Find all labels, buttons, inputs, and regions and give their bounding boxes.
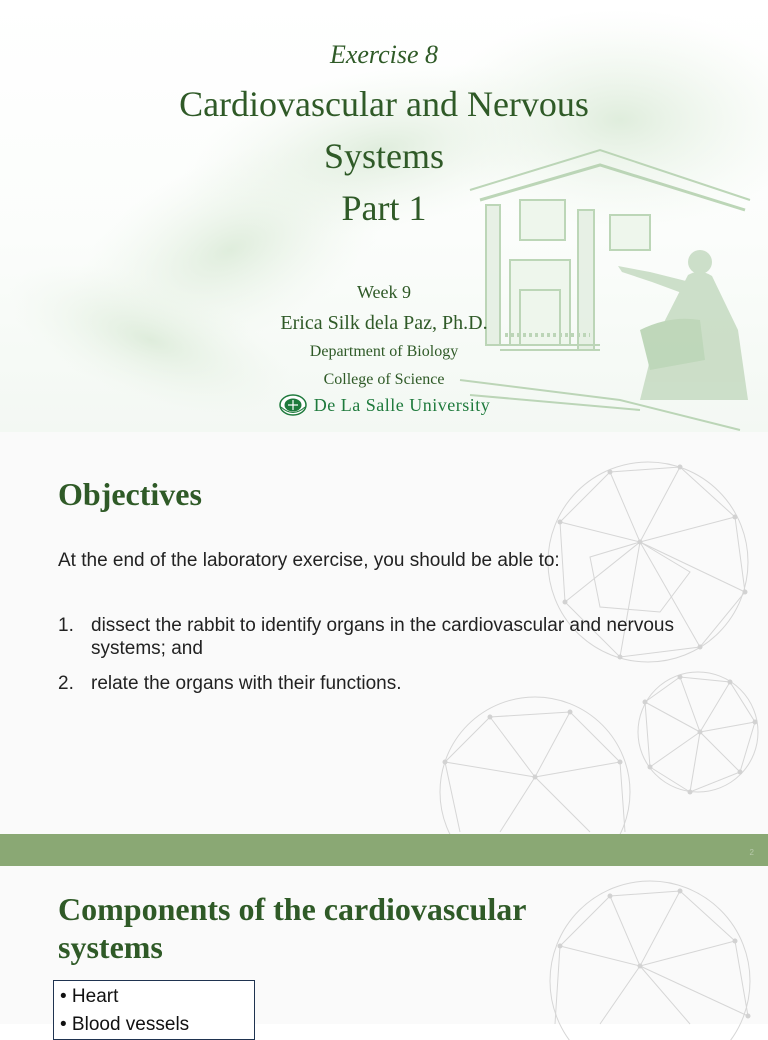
list-item: • Heart [60, 986, 119, 1007]
department-name: Department of Biology [309, 343, 459, 360]
week-label: Week 9 [356, 282, 412, 302]
list-item [58, 614, 698, 660]
objectives-list [58, 614, 698, 707]
list-item-text: dissect the rabbit to identify organs in the cardiovascular and nervous systems; and [91, 615, 674, 659]
presentation-title [84, 78, 684, 234]
list-item: • Blood vessels [60, 1014, 190, 1035]
title-line: Cardiovascular and Nervous [179, 84, 589, 124]
components-list-box [53, 980, 255, 1040]
list-item-number: 1. [58, 615, 74, 636]
objectives-slide [0, 432, 768, 834]
title-line: Part 1 [341, 188, 427, 228]
university-name: De La Salle University [313, 394, 491, 415]
list-item [58, 672, 698, 695]
university-seal-icon [278, 394, 308, 416]
author-name: Erica Silk dela Paz, Ph.D. [280, 312, 488, 334]
title-slide [0, 0, 768, 432]
page-number: 2 [749, 848, 754, 857]
college-name: College of Science [323, 371, 445, 388]
components-slide [0, 866, 768, 1035]
slide-divider-bar [0, 834, 768, 866]
objectives-heading: Objectives [58, 476, 202, 512]
title-line: Systems [323, 136, 445, 176]
university-logo [0, 394, 768, 416]
list-item-number: 2. [58, 673, 74, 694]
exercise-number: Exercise 8 [329, 40, 439, 69]
objectives-intro: At the end of the laboratory exercise, you should be able to: [58, 550, 560, 571]
list-item-text: relate the organs with their functions. [91, 673, 402, 694]
components-heading: Components of the cardiovascular systems [58, 891, 526, 965]
